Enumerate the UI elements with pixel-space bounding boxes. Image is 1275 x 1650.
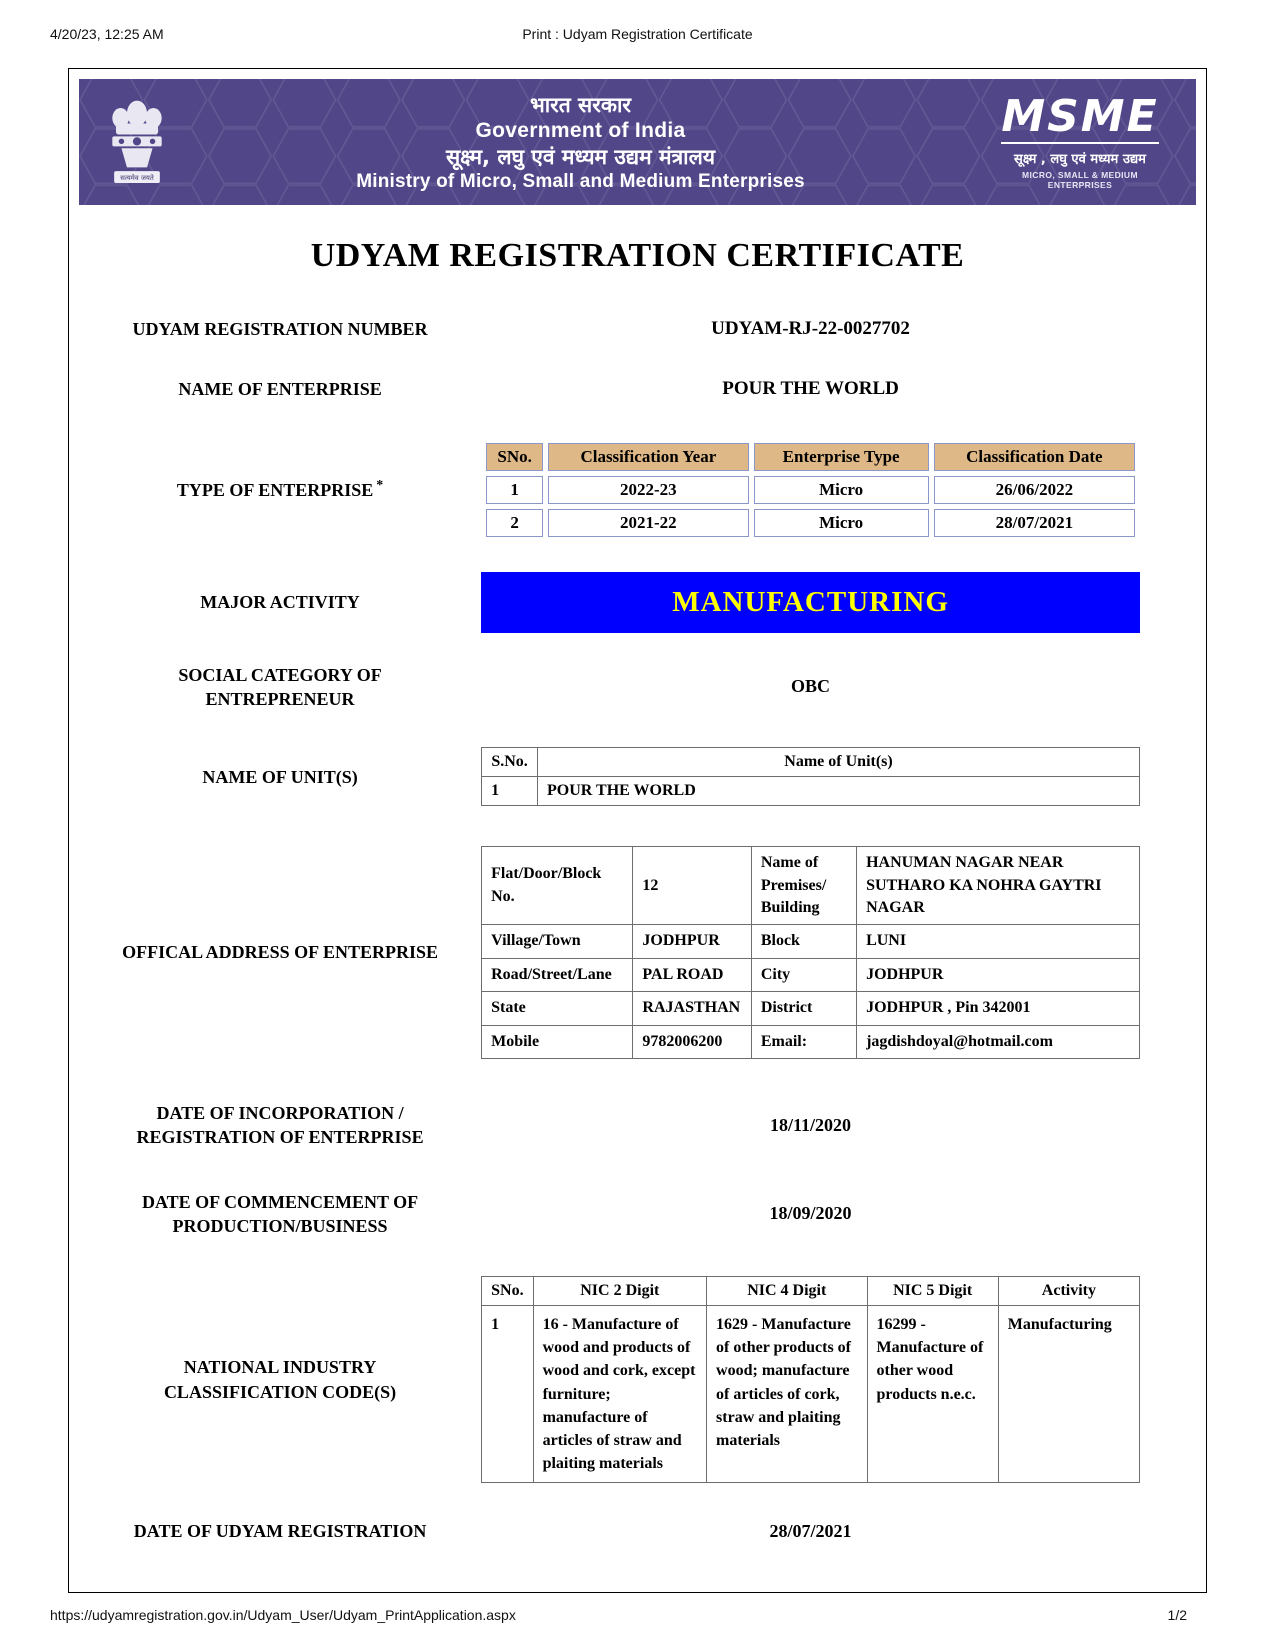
social-category-label: SOCIAL CATEGORY OF ENTREPRENEUR: [178, 664, 382, 709]
field-row-registration-number: [79, 317, 1196, 341]
field-row-incorporation-date: [79, 1101, 1196, 1150]
address-field-label: Email:: [751, 1025, 856, 1058]
units-header-sno: S.No.: [482, 748, 538, 777]
classification-row: [486, 509, 1135, 537]
address-field-value: JODHPUR: [857, 958, 1140, 991]
table-cell: 28/07/2021: [934, 509, 1135, 537]
address-label: OFFICAL ADDRESS OF ENTERPRISE: [122, 942, 438, 963]
india-emblem: [105, 93, 169, 192]
table-cell: Manufacturing: [998, 1306, 1139, 1483]
enterprise-type-label: TYPE OF ENTERPRISE *: [176, 477, 384, 500]
registration-number-value: UDYAM-RJ-22-0027702: [711, 318, 910, 340]
msme-wordmark: MSME: [1001, 90, 1159, 142]
table-cell: 1: [482, 1306, 533, 1483]
field-row-registration-date: [79, 1519, 1196, 1543]
social-category-value: OBC: [791, 676, 831, 697]
address-field-value: JODHPUR , Pin 342001: [857, 992, 1140, 1025]
govt-name-english: Government of India: [475, 119, 686, 142]
field-row-enterprise-name: [79, 377, 1196, 401]
address-field-value: LUNI: [857, 925, 1140, 958]
nic-row: [482, 1306, 1140, 1483]
registration-number-label: UDYAM REGISTRATION NUMBER: [132, 319, 428, 339]
certificate-title: UDYAM REGISTRATION CERTIFICATE: [310, 237, 965, 274]
table-cell: 16 - Manufacture of wood and products of wood and cork, except furniture; manufacture of articles of straw and plaiting materials: [533, 1306, 706, 1483]
enterprise-name-value: POUR THE WORLD: [722, 378, 899, 400]
print-footer: [0, 1593, 1275, 1623]
address-field-label: State: [482, 992, 633, 1025]
nic-header-4digit: NIC 4 Digit: [707, 1277, 867, 1306]
address-field-value: HANUMAN NAGAR NEAR SUTHARO KA NOHRA GAYTRI NAGAR: [857, 847, 1140, 925]
classification-header-date: Classification Date: [934, 443, 1135, 471]
nic-table: [481, 1276, 1140, 1483]
address-field-label: District: [751, 992, 856, 1025]
address-table: [481, 846, 1140, 1059]
address-field-value: JODHPUR: [633, 925, 751, 958]
units-table: [481, 747, 1140, 806]
address-field-label: Flat/Door/Block No.: [482, 847, 633, 925]
classification-row: [486, 476, 1135, 504]
table-cell: POUR THE WORLD: [538, 777, 1140, 806]
field-row-units: [79, 747, 1196, 806]
field-row-nic-codes: [79, 1276, 1196, 1483]
ministry-name-hindi: सूक्ष्म, लघु एवं मध्यम उद्यम मंत्रालय: [445, 145, 716, 169]
address-field-label: Mobile: [482, 1025, 633, 1058]
address-field-value: 12: [633, 847, 751, 925]
address-field-label: City: [751, 958, 856, 991]
registration-date-label: DATE OF UDYAM REGISTRATION: [133, 1521, 427, 1542]
certificate-container: [68, 68, 1207, 1593]
address-field-value: jagdishdoyal@hotmail.com: [857, 1025, 1140, 1058]
major-activity-label: MAJOR ACTIVITY: [200, 591, 360, 612]
print-datetime: 4/20/23, 12:25 AM: [50, 26, 164, 42]
units-label: NAME OF UNIT(S): [202, 766, 358, 787]
ministry-banner: [79, 79, 1196, 205]
field-row-major-activity: [79, 572, 1196, 633]
classification-header-type: Enterprise Type: [754, 443, 929, 471]
major-activity-banner: MANUFACTURING: [481, 572, 1140, 633]
commencement-date-label: DATE OF COMMENCEMENT OF PRODUCTION/BUSINESS: [141, 1191, 419, 1236]
address-row: [482, 847, 1140, 925]
field-row-commencement-date: [79, 1190, 1196, 1239]
address-row: [482, 992, 1140, 1025]
address-field-label: Village/Town: [482, 925, 633, 958]
address-field-value: RAJASTHAN: [633, 992, 751, 1025]
address-field-label: Road/Street/Lane: [482, 958, 633, 991]
nic-header-5digit: NIC 5 Digit: [867, 1277, 998, 1306]
table-cell: 2: [486, 509, 543, 537]
classification-header-year: Classification Year: [548, 443, 748, 471]
address-field-label: Block: [751, 925, 856, 958]
field-row-social-category: [79, 663, 1196, 712]
nic-codes-label: NATIONAL INDUSTRY CLASSIFICATION CODE(S): [163, 1357, 397, 1402]
table-cell: 1: [482, 777, 538, 806]
ministry-banner-text: [179, 91, 982, 193]
address-row: [482, 1025, 1140, 1058]
table-cell: 1: [486, 476, 543, 504]
table-cell: 2021-22: [548, 509, 748, 537]
address-row: [482, 925, 1140, 958]
print-title: Print : Udyam Registration Certificate: [522, 26, 753, 42]
units-header-row: [482, 748, 1140, 777]
footer-page-number: 1/2: [1167, 1606, 1187, 1623]
nic-header-activity: Activity: [998, 1277, 1139, 1306]
commencement-date-value: 18/09/2020: [769, 1203, 852, 1224]
registration-date-value: 28/07/2021: [769, 1521, 852, 1542]
table-cell: Micro: [754, 509, 929, 537]
classification-table: [481, 438, 1140, 542]
table-cell: 1629 - Manufacture of other products of wood; manufacture of articles of cork, straw and plaiting materials: [707, 1306, 867, 1483]
address-field-label: Name of Premises/ Building: [751, 847, 856, 925]
incorporation-date-label: DATE OF INCORPORATION / REGISTRATION OF ENTERPRISE: [136, 1102, 424, 1148]
nic-header-2digit: NIC 2 Digit: [533, 1277, 706, 1306]
address-field-value: 9782006200: [633, 1025, 751, 1058]
table-cell: 26/06/2022: [934, 476, 1135, 504]
nic-header-sno: SNo.: [482, 1277, 533, 1306]
footer-url: https://udyamregistration.gov.in/Udyam_User/Udyam_PrintApplication.aspx: [50, 1606, 516, 1623]
units-row: [482, 777, 1140, 806]
emblem-motto: सत्यमेव जयते: [120, 173, 154, 182]
incorporation-date-value: 18/11/2020: [770, 1114, 852, 1135]
classification-header-row: [486, 443, 1135, 471]
enterprise-name-label: NAME OF ENTERPRISE: [178, 379, 382, 400]
msme-logo: [990, 90, 1170, 190]
print-header: [0, 0, 1275, 42]
address-field-value: PAL ROAD: [633, 958, 751, 991]
type-asterisk: *: [376, 477, 384, 493]
ministry-name-english: Ministry of Micro, Small and Medium Enterprises: [356, 171, 805, 192]
address-row: [482, 958, 1140, 991]
msme-tagline-english: MICRO, SMALL & MEDIUM ENTERPRISES: [1022, 169, 1138, 190]
units-header-name: Name of Unit(s): [538, 748, 1140, 777]
field-row-address: [79, 846, 1196, 1059]
msme-tagline-hindi: सूक्ष्म , लघु एवं मध्यम उद्यम: [1014, 151, 1146, 167]
classification-header-sno: SNo.: [486, 443, 543, 471]
table-cell: Micro: [754, 476, 929, 504]
table-cell: 2022-23: [548, 476, 748, 504]
table-cell: 16299 - Manufacture of other wood products n.e.c.: [867, 1306, 998, 1483]
field-row-enterprise-type: [79, 438, 1196, 542]
nic-header-row: [482, 1277, 1140, 1306]
govt-name-hindi: भारत सरकार: [529, 93, 631, 117]
